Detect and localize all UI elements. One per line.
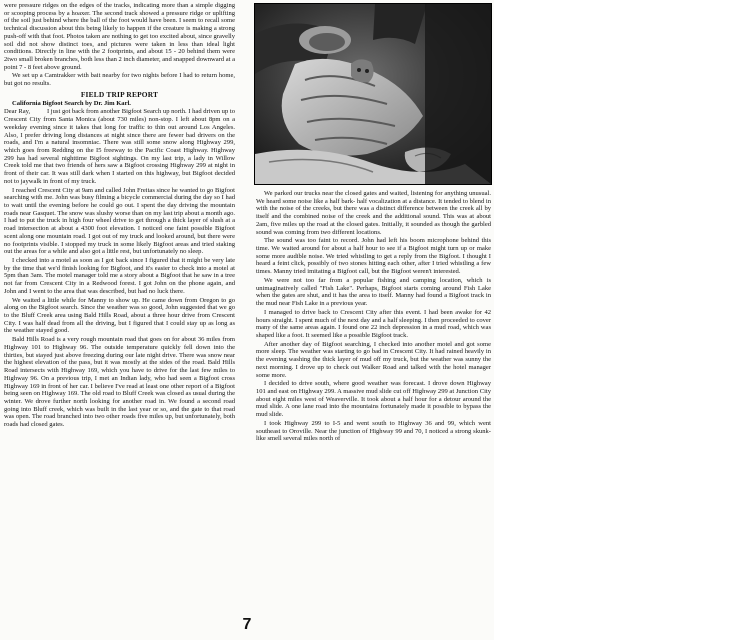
- report-paragraph: I took Highway 299 to I-5 and went south to Highway 36 and 99, which went southeast to Oroville. Near the junction of Highway 99 and 70, I noticed a strong skunk-like smell several miles north of: [256, 419, 491, 443]
- page-number: 7: [242, 616, 252, 633]
- intro-paragraph: were pressure ridges on the edges of the tracks, indicating more than a simple digging or scooping process by a hoaxer. The second track showed a pressure ridge or uplifting of the soil just behind where the ball of the foot would have been. I seem to recall some technical discussion about this being likely to happen if the creature is making a strong push-off with that foot. Photos taken are nothing to get too excited about, since gravelly soil did not show distinct toes, and pictures were taken in less than ideal light conditions. Directly in line with the 2 footprints, and about 15 - 20 behind them were 2two small broken branches, both less than 2 inch diameter, and snapped downward at a point 7 - 8 feet above ground.: [4, 2, 235, 71]
- mummy-photo: [254, 3, 739, 185]
- photo-caption: [681, 8, 745, 184]
- report-paragraph: I managed to drive back to Crescent City after this event. I had been awake for 42 hours straight. I spent much of the next day and a half sleeping. I then proceeded to cover many of the same areas again. I found one 22 inch depression in a mud road, which was shaped like a foot. It seemed like a possible Bigfoot track.: [256, 308, 491, 339]
- intro-paragraph: We set up a Camtrakker with bait nearby for two nights before I had to return home, but got no results.: [4, 72, 235, 88]
- report-paragraph: Dear Ray, I just got back from another Bigfoot Search up north. I had driven up to Crescent City from Santa Monica (about 730 miles) non-stop. I left about 8pm on a weekday evening since it takes that long for traffic to thin out around Los Angeles. Also, I prefer driving long distances at night since there are fewer bad drivers on the roads, and I'm a natural insomniac. There was still some snow along Highway 299, which goes from Redding on the I5 freeway to the Pacific Coast Highway. Highway 299 has had several nighttime Bigfoot sightings. On my last trip, a lady in Willow Creek told me that two friends of hers saw a Bigfoot crossing Highway 299 at night in front of their car. It was still dark when I started on this highway, but Bigfoot decided not to jaywalk in front of my truck.: [4, 108, 237, 185]
- report-paragraph: I checked into a motel as soon as I got back since I figured that it might be very late by the time that we'd finish looking for Bigfoot, and it's easier to check into a motel at 5pm than 3am. The motel manager told me a story about a Bigfoot that he saw in a tree not far from Crescent City in a Redwood forest. I got John on the phone again, and John and I went to the area that was described, but had no luck there.: [4, 257, 235, 295]
- report-paragraph: We were not too far from a popular fishing and camping location, which is unimaginatively called "Fish Lake". Perhaps, Bigfoot starts coming around Fish Lake when the gates are shut, and it has the area to itself. Manny had found a Bigfoot track in the mud near Fish Lake in a previous year.: [256, 276, 491, 308]
- photo-caption-text: "THE THING," 5' TALL, 3000 YEAR OLD, AT DAIRY QUEEN, HY 10, AZ, LOOKS LIKE A MUMMY. BY CARMEN SIPE NOTE BABY. VACATION, MAR 2000: [687, 17, 739, 184]
- report-paragraph: The sound was too faint to record. John had left his boom microphone behind this time. We waited around for about a half hour to see if a Bigfoot might turn up or make some more audible noise. We tried whistling to get a reply from the Bigfoot. I thought I heard a feint click, possibly of two stones hitting each other, after I tried whistling a few times. Manny tried imitating a Bigfoot call, but the Bigfoot weren't interested.: [256, 237, 491, 276]
- report-paragraph: After another day of Bigfoot searching, I checked into another motel and got some more sleep. The weather was starting to go bad in Crescent City. It had rained heavily in the evening washing the thick layer of mud off my truck, but the weather was sunny the next morning. I drove up to check out Walker Road and talked with the hotel manager some more.: [256, 340, 491, 379]
- report-paragraph: I decided to drive south, where good weather was forecast. I drove down Highway 101 and east on Highway 299. A massive mud slide cut off Highway 299 at Junction City about eight miles west of Weaverville. It took about a half hour for a detour around the mud slide. A one lane road into the mountains fortunately made it possible to bypass the mud slide.: [256, 380, 491, 419]
- right-column: [256, 190, 491, 608]
- report-paragraph: Bald Hills Road is a very rough mountain road that goes on for about 36 miles from Highway 101 to Highway 96. The outside temperature quickly fell down into the thirties, but stayed just above freezing during our late night drive. There was snow near the highest elevation of the pass, but it was mostly at the sides of the road. Bald Hills Road intersects with Highway 169, which you have to drive for the last few miles to Highway 96. On a previous trip, I met an Indian lady, who had seen a Bigfoot cross Highway 169 in front of her car. I believe I've read at least one other report of a Bigfoot being seen on Highway 169. The old road to Bluff Creek was closed as usual during the winter. We drove further north looking for another road in. We found a second road going into Bluff creek, which was built in the last year or so, and the gate to that road was open. The road branched into two other roads five miles up, but unfortunately, both roads had closed gates.: [4, 336, 235, 429]
- report-paragraph: We waited a little while for Manny to show up. He came down from Oregon to go along on the Bigfoot search. Since the weather was so good, John suggested that we go to the Bluff Creek area using Bald Hills Road, about a three hour drive from Crescent City. I was half dead from all the driving, but I figured that I could stay up as long as the weather stayed good.: [4, 296, 235, 335]
- report-subtitle: California Bigfoot Search by Dr. Jim Karl.: [12, 99, 131, 107]
- report-paragraph: We parked our trucks near the closed gates and waited, listening for anything unusual. We heard some noise like a half bark- half vocalization at a distance. It tended to blend in with the noise of the creeks, but there was a distinct difference between the creek all by itself and the combined noise of the creek and the additional sound. This was at about 2am, five miles up the road at the closed gates. Initially, it sounded as though the garbled sound was coming from two different locations.: [256, 190, 491, 236]
- report-paragraph: I reached Crescent City at 9am and called John Freitas since he wanted to go Bigfoot searching with me. John was busy filming a bicycle commercial during the day so I had to wait until the evening before he could go out. I spent the day driving the mountain roads near Gasquet. The snow was slushy worse than on my last trip about a month ago. I had to put the truck in high four wheel drive to get through a thick layer of slush at a road intersection at about a 4300 foot elevation. I noticed one faint possible Bigfoot scent along one mountain road. I got out of my truck and looked around, but there were no footprints visible. I stopped my truck in some likely Bigfoot areas and tried staking out the areas for a while and also got a little rest, but unfortunately no sleep.: [4, 186, 235, 256]
- report-title: FIELD TRIP REPORT: [80, 89, 159, 99]
- left-column: [4, 2, 235, 614]
- mummy-photo-image: [255, 4, 491, 184]
